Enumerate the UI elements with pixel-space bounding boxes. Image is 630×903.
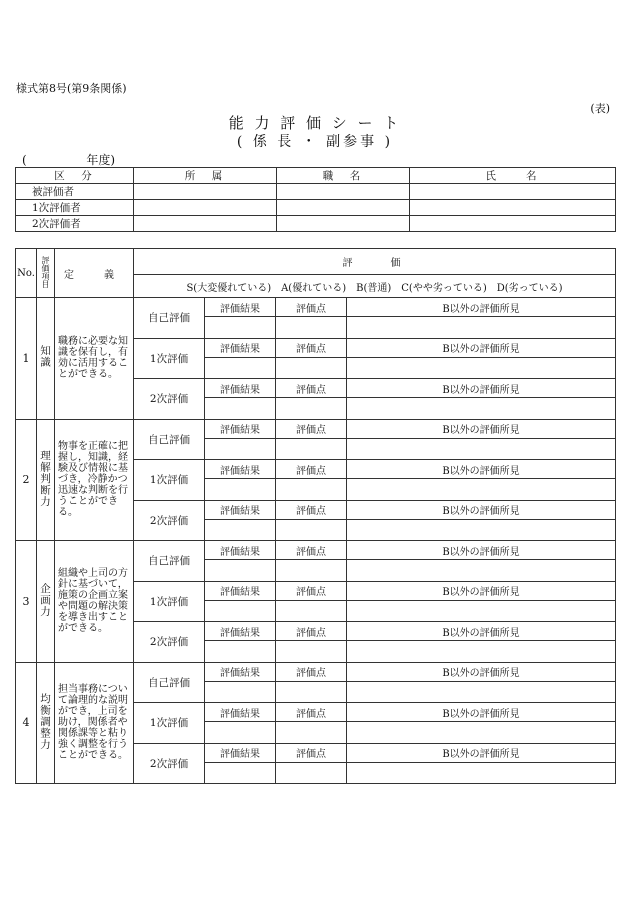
result-input[interactable]	[205, 519, 276, 541]
result-header: 評価結果	[205, 541, 276, 560]
cell-input[interactable]	[277, 184, 410, 200]
evaluation-level: 2次評価	[134, 622, 205, 663]
comment-header: B以外の評価所見	[347, 419, 616, 438]
score-header: 評価点	[276, 298, 347, 317]
item-definition: 物事を正確に把握し，知識，経験及び情報に基づき，冷静かつ迅速な判断を行うことができる。	[55, 419, 134, 541]
comment-input[interactable]	[347, 519, 616, 541]
result-input[interactable]	[205, 560, 276, 582]
header-department: 所 属	[134, 168, 277, 184]
evaluation-level: 2次評価	[134, 743, 205, 784]
result-input[interactable]	[205, 317, 276, 339]
comment-input[interactable]	[347, 560, 616, 582]
cell-input[interactable]	[277, 200, 410, 216]
result-input[interactable]	[205, 762, 276, 784]
result-header: 評価結果	[205, 581, 276, 600]
item-name: 均衡調整力	[39, 692, 51, 750]
score-header: 評価点	[276, 622, 347, 641]
cell-input[interactable]	[410, 184, 616, 200]
score-header: 評価点	[276, 419, 347, 438]
result-input[interactable]	[205, 722, 276, 744]
score-input[interactable]	[276, 398, 347, 420]
evaluation-level: 2次評価	[134, 379, 205, 420]
evaluation-level: 自己評価	[134, 298, 205, 339]
header-position: 職 名	[277, 168, 410, 184]
comment-input[interactable]	[347, 641, 616, 663]
comment-input[interactable]	[347, 600, 616, 622]
info-table	[15, 167, 616, 232]
evaluation-level: 自己評価	[134, 419, 205, 460]
header-evaluation: 評 価	[134, 249, 616, 275]
item-number: 4	[16, 662, 37, 784]
comment-header: B以外の評価所見	[347, 622, 616, 641]
year-open-paren: (	[22, 153, 27, 167]
result-header: 評価結果	[205, 622, 276, 641]
comment-header: B以外の評価所見	[347, 500, 616, 519]
comment-header: B以外の評価所見	[347, 541, 616, 560]
result-header: 評価結果	[205, 500, 276, 519]
comment-header: B以外の評価所見	[347, 703, 616, 722]
cell-input[interactable]	[410, 200, 616, 216]
result-input[interactable]	[205, 479, 276, 501]
item-definition: 職務に必要な知識を保有し，有効に活用することができる。	[55, 298, 134, 420]
score-header: 評価点	[276, 338, 347, 357]
cell-input[interactable]	[134, 184, 277, 200]
year-label: 年度)	[86, 153, 116, 167]
score-input[interactable]	[276, 519, 347, 541]
result-input[interactable]	[205, 641, 276, 663]
score-header: 評価点	[276, 541, 347, 560]
item-number: 1	[16, 298, 37, 420]
result-header: 評価結果	[205, 338, 276, 357]
evaluation-level: 自己評価	[134, 662, 205, 703]
cell-input[interactable]	[134, 200, 277, 216]
score-input[interactable]	[276, 317, 347, 339]
comment-header: B以外の評価所見	[347, 338, 616, 357]
item-name: 企画力	[39, 582, 51, 617]
score-input[interactable]	[276, 762, 347, 784]
page-side-label: (表)	[590, 102, 610, 115]
header-item: 評価項目	[41, 255, 50, 288]
page-title: 能 力 評 価 シ ー ト	[228, 114, 402, 132]
result-input[interactable]	[205, 438, 276, 460]
comment-header: B以外の評価所見	[347, 379, 616, 398]
score-input[interactable]	[276, 722, 347, 744]
score-header: 評価点	[276, 662, 347, 681]
result-header: 評価結果	[205, 662, 276, 681]
result-input[interactable]	[205, 681, 276, 703]
score-input[interactable]	[276, 641, 347, 663]
score-header: 評価点	[276, 703, 347, 722]
evaluation-level: 1次評価	[134, 460, 205, 501]
evaluation-level: 2次評価	[134, 500, 205, 541]
result-header: 評価結果	[205, 419, 276, 438]
score-input[interactable]	[276, 600, 347, 622]
result-input[interactable]	[205, 398, 276, 420]
row-label-first-evaluator: 1次評価者	[16, 200, 134, 216]
comment-header: B以外の評価所見	[347, 662, 616, 681]
score-input[interactable]	[276, 438, 347, 460]
score-input[interactable]	[276, 479, 347, 501]
form-number: 様式第8号(第9条関係)	[16, 82, 127, 95]
row-label-second-evaluator: 2次評価者	[16, 216, 134, 232]
score-input[interactable]	[276, 560, 347, 582]
evaluation-level: 自己評価	[134, 541, 205, 582]
header-definition: 定 義	[55, 249, 134, 298]
comment-input[interactable]	[347, 681, 616, 703]
cell-input[interactable]	[277, 216, 410, 232]
comment-input[interactable]	[347, 398, 616, 420]
rating-scale: S(大変優れている) A(優れている) B(普通) C(やや劣っている) D(劣っている)	[134, 275, 616, 298]
result-input[interactable]	[205, 600, 276, 622]
evaluation-level: 1次評価	[134, 703, 205, 744]
comment-header: B以外の評価所見	[347, 460, 616, 479]
page-subtitle: ( 係 長 ・ 副参事 )	[236, 134, 394, 150]
cell-input[interactable]	[134, 216, 277, 232]
item-number: 3	[16, 541, 37, 663]
evaluation-level: 1次評価	[134, 338, 205, 379]
comment-input[interactable]	[347, 357, 616, 379]
evaluation-table	[15, 248, 616, 784]
score-header: 評価点	[276, 500, 347, 519]
score-header: 評価点	[276, 379, 347, 398]
item-name: 知識	[39, 345, 51, 369]
result-header: 評価結果	[205, 743, 276, 762]
score-input[interactable]	[276, 357, 347, 379]
comment-input[interactable]	[347, 317, 616, 339]
result-input[interactable]	[205, 357, 276, 379]
evaluation-level: 1次評価	[134, 581, 205, 622]
comment-input[interactable]	[347, 722, 616, 744]
fiscal-year	[22, 151, 115, 168]
result-header: 評価結果	[205, 379, 276, 398]
comment-header: B以外の評価所見	[347, 743, 616, 762]
score-input[interactable]	[276, 681, 347, 703]
item-definition: 組織や上司の方針に基づいて，施策の企画立案や問題の解決策を導き出すことができる。	[55, 541, 134, 663]
comment-input[interactable]	[347, 762, 616, 784]
result-header: 評価結果	[205, 703, 276, 722]
header-category: 区 分	[16, 168, 134, 184]
comment-input[interactable]	[347, 479, 616, 501]
score-header: 評価点	[276, 743, 347, 762]
header-name: 氏 名	[410, 168, 616, 184]
item-name: 理解判断力	[39, 449, 51, 507]
comment-input[interactable]	[347, 438, 616, 460]
item-definition: 担当事務について論理的な説明ができ，上司を助け，関係者や関係課等と粘り強く調整を行うことができる。	[55, 662, 134, 784]
result-header: 評価結果	[205, 298, 276, 317]
cell-input[interactable]	[410, 216, 616, 232]
result-header: 評価結果	[205, 460, 276, 479]
comment-header: B以外の評価所見	[347, 581, 616, 600]
header-no: No.	[16, 249, 37, 298]
comment-header: B以外の評価所見	[347, 298, 616, 317]
score-header: 評価点	[276, 581, 347, 600]
score-header: 評価点	[276, 460, 347, 479]
item-number: 2	[16, 419, 37, 541]
row-label-evaluatee: 被評価者	[16, 184, 134, 200]
